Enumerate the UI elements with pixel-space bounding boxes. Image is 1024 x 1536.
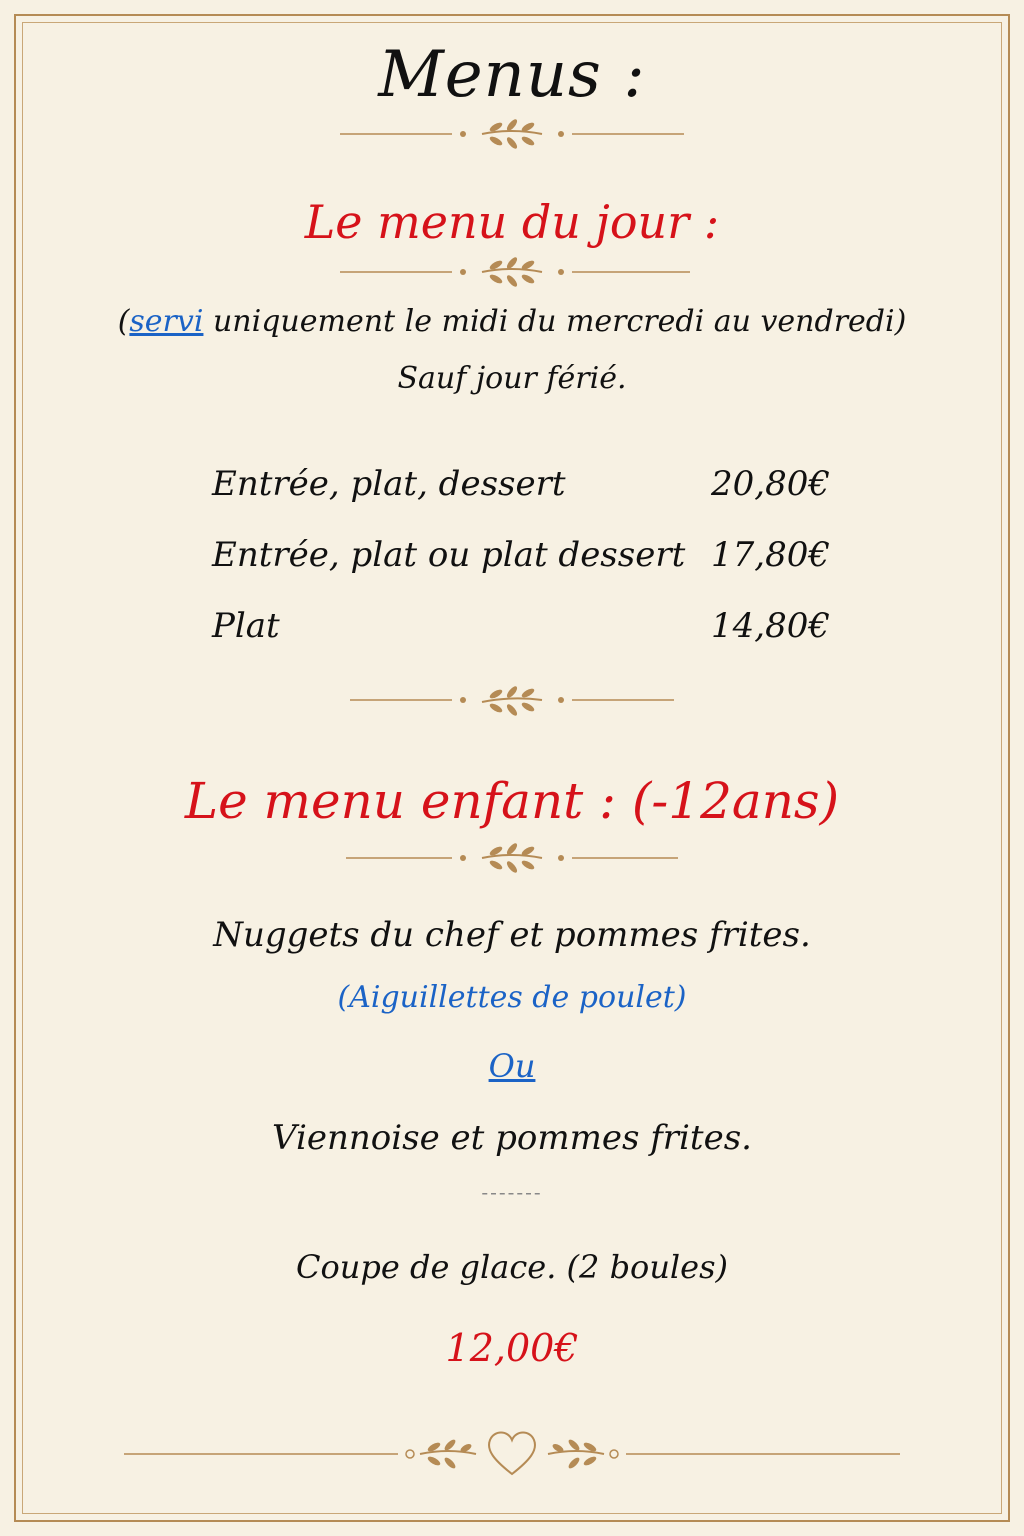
laurel-icon: [548, 1438, 604, 1470]
menu-item: [0, 464, 1024, 514]
holiday-note: Sauf jour férié.: [397, 361, 627, 396]
laurel-icon: [482, 118, 542, 151]
laurel-icon: [482, 842, 542, 875]
laurel-divider: [0, 114, 1024, 154]
menu-item-label: Entrée, plat, dessert: [212, 464, 566, 504]
service-note: [0, 304, 1024, 339]
note-paren: (: [117, 304, 130, 339]
laurel-divider: [0, 838, 1024, 878]
or-link[interactable]: Ou: [488, 1047, 536, 1085]
laurel-icon: [420, 1438, 476, 1470]
menu-item: [0, 535, 1024, 585]
menu-item-label: Entrée, plat ou plat dessert: [212, 535, 686, 575]
section-heading-jour: Le menu du jour :: [304, 195, 720, 249]
kid-menu-price: 12,00€: [445, 1326, 579, 1370]
heart-icon: [489, 1433, 535, 1475]
kid-choice-1: Nuggets du chef et pommes frites.: [213, 915, 811, 955]
menu-item: [0, 606, 1024, 656]
menu-item-price: 17,80€: [711, 535, 830, 575]
laurel-divider: [0, 252, 1024, 292]
heart-divider: [0, 1424, 1024, 1484]
separator: -------: [481, 1180, 543, 1204]
servi-link[interactable]: servi: [129, 304, 204, 339]
laurel-icon: [482, 256, 542, 289]
page-title: Menus :: [378, 38, 646, 112]
note-text: uniquement le midi du mercredi au vendredi): [203, 304, 907, 339]
kid-choice-2: Viennoise et pommes frites.: [272, 1118, 752, 1158]
menu-item-price: 20,80€: [711, 464, 830, 504]
kid-choice-1-note: (Aiguillettes de poulet): [337, 980, 687, 1015]
menu-item-price: 14,80€: [711, 606, 830, 646]
laurel-divider: [0, 680, 1024, 720]
section-heading-enfant: Le menu enfant : (-12ans): [184, 772, 840, 830]
menu-item-label: Plat: [212, 606, 280, 646]
kid-dessert: Coupe de glace. (2 boules): [296, 1248, 728, 1286]
laurel-icon: [482, 685, 542, 718]
